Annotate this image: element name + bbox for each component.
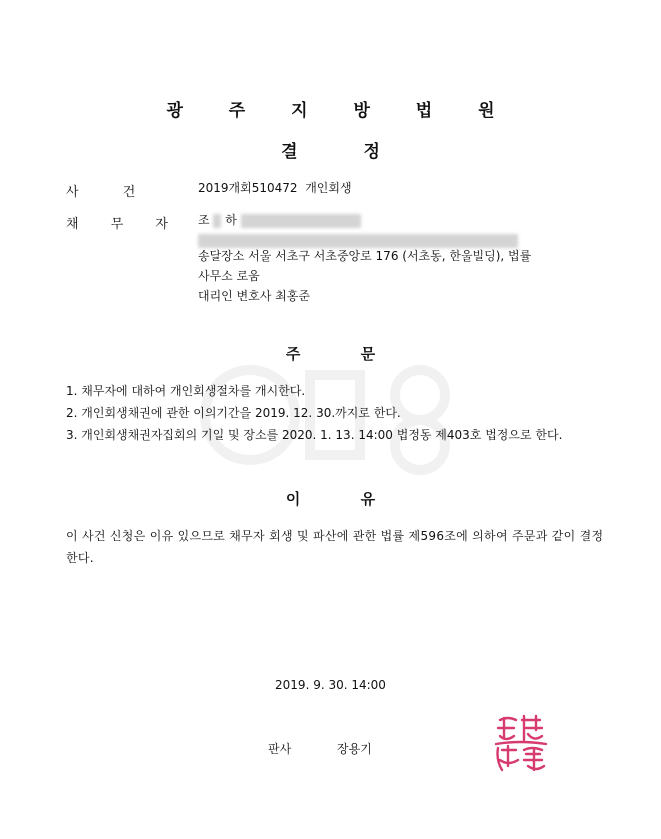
judge-signature-line xyxy=(268,740,414,757)
case-value xyxy=(198,178,352,198)
redaction-block xyxy=(213,214,221,228)
service-address-line1: 송달장소 서울 서초구 서초중앙로 176 (서초동, 한울빌딩), 법률 xyxy=(198,249,532,263)
service-address-line2: 사무소 로움 xyxy=(198,269,260,283)
judge-seal xyxy=(492,710,550,776)
debtor-name-part2: 하 xyxy=(225,213,237,227)
representative: 대리인 변호사 최홍준 xyxy=(198,289,310,303)
decision-date: 2019. 9. 30. 14:00 xyxy=(275,678,386,692)
order-item-3: 3. 개인회생채권자집회의 기일 및 장소를 2020. 1. 13. 14:00 법정동 제403호 법정으로 한다. xyxy=(66,428,563,442)
case-type: 개인회생 xyxy=(305,181,352,195)
case-number: 2019개회510472 xyxy=(198,181,298,195)
order-item-1: 1. 채무자에 대하여 개인회생절차를 개시한다. xyxy=(66,384,306,398)
reason-heading: 이 유 xyxy=(285,490,376,508)
document-type: 결 정 xyxy=(281,142,380,162)
redaction-block xyxy=(241,214,361,228)
order-item-2: 2. 개인회생채권에 관한 이의기간을 2019. 12. 30.까지로 한다. xyxy=(66,406,401,420)
debtor-name-part1: 조 xyxy=(198,213,210,227)
service-address xyxy=(198,246,598,306)
judge-title: 판사 xyxy=(268,742,292,756)
reason-text: 이 사건 신청은 이유 있으므로 채무자 회생 및 파산에 관한 법률 제596조에 의하여 주문과 같이 결정한다. xyxy=(66,529,604,565)
debtor-name-row xyxy=(198,210,361,230)
order-heading: 주 문 xyxy=(285,345,376,363)
judge-name: 장용기 xyxy=(337,742,372,756)
court-name: 광 주 지 방 법 원 xyxy=(166,101,515,121)
case-label: 사 건 xyxy=(66,185,136,200)
debtor-label: 채 무 자 xyxy=(66,217,168,232)
